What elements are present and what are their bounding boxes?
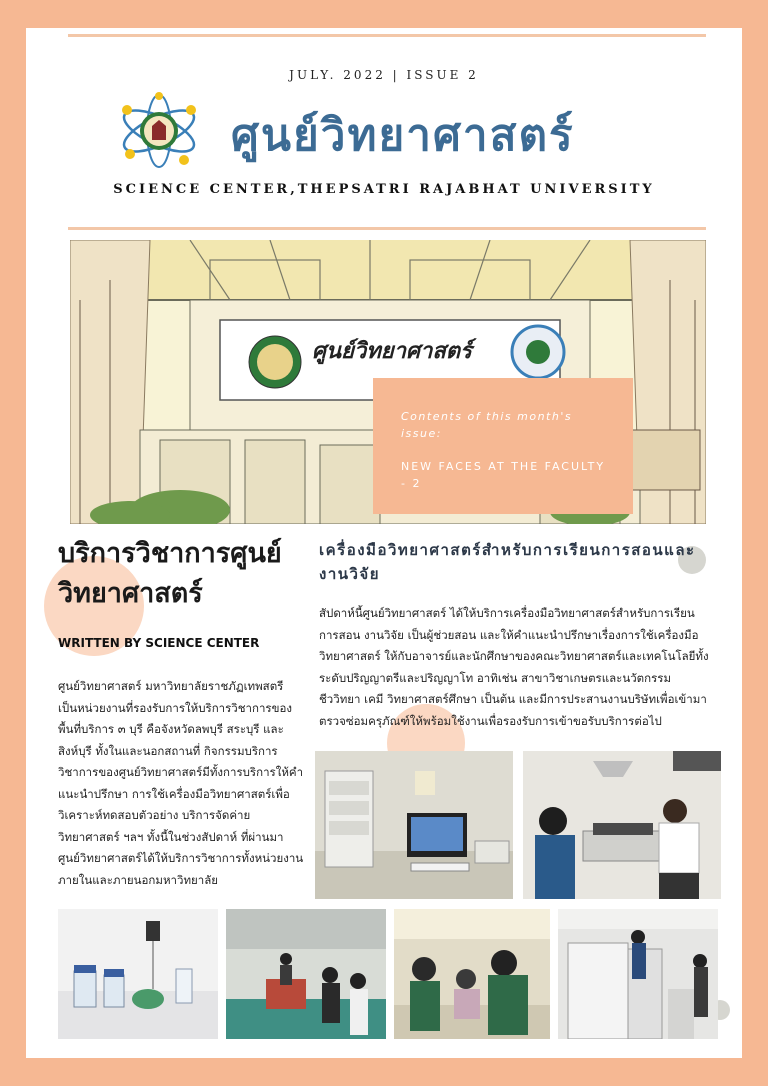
photo-students-working [394,909,550,1039]
photo-equipment-maintenance [558,909,718,1039]
right-article-title: เครื่องมือวิทยาศาสตร์สำหรับการเรียนการสอนและงานวิจัย [319,541,696,583]
issue-line: JULY. 2022 | ISSUE 2 [289,68,479,82]
newsletter-page [26,28,742,1058]
hero-sign-text: ศูนย์วิทยาศาสตร์ [312,339,472,364]
header-divider [68,227,706,230]
right-article-body: สัปดาห์นี้ศูนย์วิทยาศาสตร์ ได้ให้บริการเครื่องมือวิทยาศาสตร์สำหรับการเรียนการสอน งานวิจัย เป็นผู้ช่วยสอน และให้คำแนะนำปรึกษาเรื่องการใช้เครื่องมือวิทยาศาสตร์ ให้กับอาจารย์และนักศึกษาของคณะวิทยาศาสตร์และเทคโนโลยีทั้งระดับปริญญาตรีและปริญญาโท อาทิเช่น สาขาวิชาเกษตรและนวัตกรรม ชีววิทยา เคมี วิทยาศาสตร์ศึกษา เป็นต้น และมีการประสานงานบริษัทเพื่อเข้ามาตรวจซ่อมครุภัณฑ์ให้พร้อมใช้งานเพื่อรองรับการเข้าขอรับบริการต่อไป [319,606,709,728]
newsletter-subtitle: SCIENCE CENTER,THEPSATRI RAJABHAT UNIVERSITY [113,182,655,197]
photo-users-at-instrument [523,751,721,899]
science-center-logo [118,90,200,172]
left-article-byline: WRITTEN BY SCIENCE CENTER [58,636,260,650]
top-divider [68,34,706,37]
contents-box [373,378,633,514]
left-article-title: บริการวิชาการศูนย์วิทยาศาสตร์ [58,538,282,609]
newsletter-title: ศูนย์วิทยาศาสตร์ [231,110,575,161]
contents-item: NEW FACES AT THE FACULTY - 2 [401,460,606,490]
photo-lab-room-students [226,909,386,1039]
contents-heading: Contents of this month's issue: [401,410,573,440]
left-article-body: ศูนย์วิทยาศาสตร์ มหาวิทยาลัยราชภัฏเทพสตรี เป็นหน่วยงานที่รองรับการให้บริการวิชาการของพื้นที่บริการ ๓ บุรี คือจังหวัดลพบุรี สระบุรี และสิงห์บุรี ทั้งในและนอกสถานที่ กิจกรรมบริการวิชาการของศูนย์วิทยาศาสตร์มีทั้งการบริการให้คำแนะนำปรึกษา การใช้เครื่องมือวิทยาศาสตร์เพื่อวิเคราะห์ทดสอบตัวอย่าง บริการจัดค่ายวิทยาศาสตร์ ฯลฯ ทั้งนี้ในช่วงสัปดาห์ ที่ผ่านมา ศูนย์วิทยาศาสตร์ได้ให้บริการวิชาการทั้งหน่วยงานภายในและภายนอกมหาวิทยาลัย [58,679,304,887]
photo-lab-glassware [58,909,218,1039]
photo-lab-instrument [315,751,513,899]
